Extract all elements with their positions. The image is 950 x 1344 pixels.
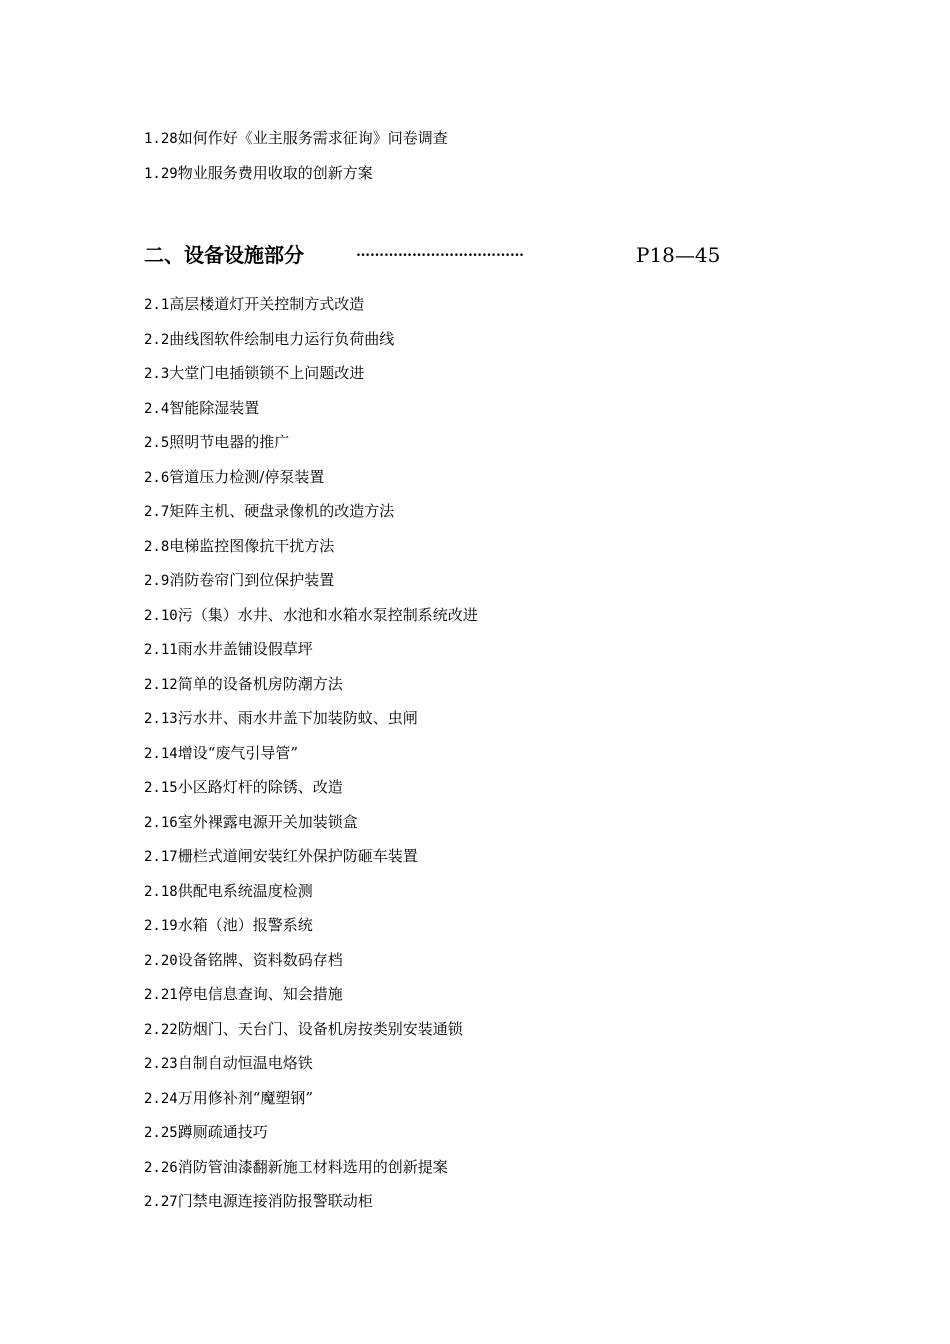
toc-item-number: 2.27	[144, 1194, 178, 1210]
toc-item-title: 如何作好《业主服务需求征询》问卷调查	[177, 129, 448, 147]
toc-item-title: 停电信息查询、知会措施	[177, 985, 343, 1003]
toc-item-number: 2.15	[144, 780, 178, 796]
section-page-range: P18—45	[636, 243, 721, 267]
toc-item	[144, 911, 478, 946]
toc-item	[144, 877, 478, 912]
toc-item-title: 万用修补剂“魔塑钢”	[177, 1088, 314, 1107]
toc-item	[144, 1187, 478, 1222]
toc-item	[144, 359, 478, 394]
toc-item-number: 2.22	[144, 1021, 178, 1038]
toc-item-number: 2.12	[144, 676, 178, 693]
toc-item-number: 2.2	[144, 331, 170, 348]
toc-item	[144, 1084, 478, 1119]
toc-item	[144, 773, 478, 808]
toc-item	[144, 946, 478, 981]
toc-item-title: 曲线图软件绘制电力运行负荷曲线	[169, 329, 395, 348]
toc-item-number: 2.6	[144, 469, 170, 486]
toc-item	[144, 1049, 478, 1084]
toc-item-number: 2.17	[144, 849, 178, 865]
toc-item	[144, 704, 478, 739]
toc-item-title: 蹲厕疏通技巧	[177, 1123, 268, 1141]
toc-item-title: 智能除湿装置	[169, 398, 260, 417]
toc-item-title: 小区路灯杆的除锈、改造	[177, 778, 343, 796]
toc-item	[144, 497, 478, 532]
toc-item-number: 2.3	[144, 366, 170, 382]
toc-item-number: 2.26	[144, 1159, 178, 1176]
toc-item-number: 2.4	[144, 400, 170, 417]
toc-item-title: 自制自动恒温电烙铁	[177, 1054, 313, 1072]
toc-item	[144, 566, 478, 601]
toc-item-number: 1.28	[144, 131, 178, 147]
toc-item	[144, 124, 448, 159]
toc-item-number: 2.19	[144, 918, 178, 934]
toc-item-number: 2.9	[144, 573, 170, 589]
toc-item	[144, 739, 478, 774]
section-title: 二、设备设施部分	[144, 243, 304, 267]
toc-item	[144, 808, 478, 843]
toc-item-title: 门禁电源连接消防报警联动柜	[177, 1192, 373, 1210]
toc-item-title: 设备铭牌、资料数码存档	[177, 950, 343, 969]
toc-item-number: 2.16	[144, 814, 178, 831]
toc-item	[144, 601, 478, 636]
toc-item-title: 消防卷帘门到位保护装置	[169, 571, 335, 589]
toc-item-number: 2.1	[144, 297, 170, 313]
toc-item-title: 高层楼道灯开关控制方式改造	[169, 295, 365, 313]
toc-item	[144, 394, 478, 429]
toc-item	[144, 1153, 478, 1188]
toc-item-title: 简单的设备机房防潮方法	[177, 674, 343, 693]
toc-item-title: 消防管油漆翻新施工材料选用的创新提案	[177, 1157, 448, 1176]
toc-item-number: 2.14	[144, 745, 178, 762]
toc-item-number: 2.23	[144, 1056, 178, 1072]
toc-item	[144, 463, 478, 498]
toc-item	[144, 290, 478, 325]
toc-item-number: 2.5	[144, 435, 170, 451]
toc-item	[144, 532, 478, 567]
toc-item-number: 2.8	[144, 538, 170, 555]
toc-item	[144, 980, 478, 1015]
toc-item-title: 增设“废气引导管”	[177, 743, 299, 762]
toc-item-title: 物业服务费用收取的创新方案	[177, 163, 373, 182]
toc-item-title: 污（集）水井、水池和水箱水泵控制系统改进	[177, 605, 478, 624]
toc-item-title: 矩阵主机、硬盘录像机的改造方法	[169, 502, 395, 520]
toc-item-number: 2.24	[144, 1090, 178, 1107]
toc-item-title: 供配电系统温度检测	[177, 881, 313, 900]
toc-item-title: 水箱（池）报警系统	[177, 916, 313, 934]
toc-item-title: 管道压力检测/停泵装置	[169, 467, 325, 486]
toc-item-title: 雨水井盖铺设假草坪	[177, 640, 313, 658]
toc-list-equipment	[144, 290, 478, 1222]
toc-item-number: 2.25	[144, 1125, 178, 1141]
toc-item-number: 1.29	[144, 165, 178, 182]
toc-item-number: 2.21	[144, 987, 178, 1003]
toc-item	[144, 635, 478, 670]
toc-item	[144, 325, 478, 360]
toc-item-title: 大堂门电插锁锁不上问题改进	[169, 364, 365, 382]
toc-item-title: 照明节电器的推广	[169, 433, 290, 451]
toc-item-title: 室外裸露电源开关加装锁盒	[177, 812, 358, 831]
toc-item-title: 防烟门、天台门、设备机房按类别安装通锁	[177, 1019, 463, 1038]
toc-list-part-one	[144, 124, 448, 193]
toc-item	[144, 159, 448, 194]
toc-item	[144, 1015, 478, 1050]
section-dot-leader: ………………………………	[356, 244, 524, 260]
toc-item-number: 2.18	[144, 883, 178, 900]
toc-item-number: 2.13	[144, 711, 178, 727]
section-heading	[144, 238, 844, 272]
toc-item-title: 栅栏式道闸安装红外保护防砸车装置	[177, 847, 418, 865]
toc-item	[144, 670, 478, 705]
toc-item-title: 污水井、雨水井盖下加装防蚊、虫闸	[177, 709, 418, 727]
toc-item	[144, 1118, 478, 1153]
toc-item	[144, 842, 478, 877]
toc-item-number: 2.20	[144, 952, 178, 969]
toc-item-number: 2.11	[144, 642, 178, 658]
toc-item	[144, 428, 478, 463]
toc-item-title: 电梯监控图像抗干扰方法	[169, 536, 335, 555]
toc-item-number: 2.10	[144, 607, 178, 624]
toc-item-number: 2.7	[144, 504, 170, 520]
